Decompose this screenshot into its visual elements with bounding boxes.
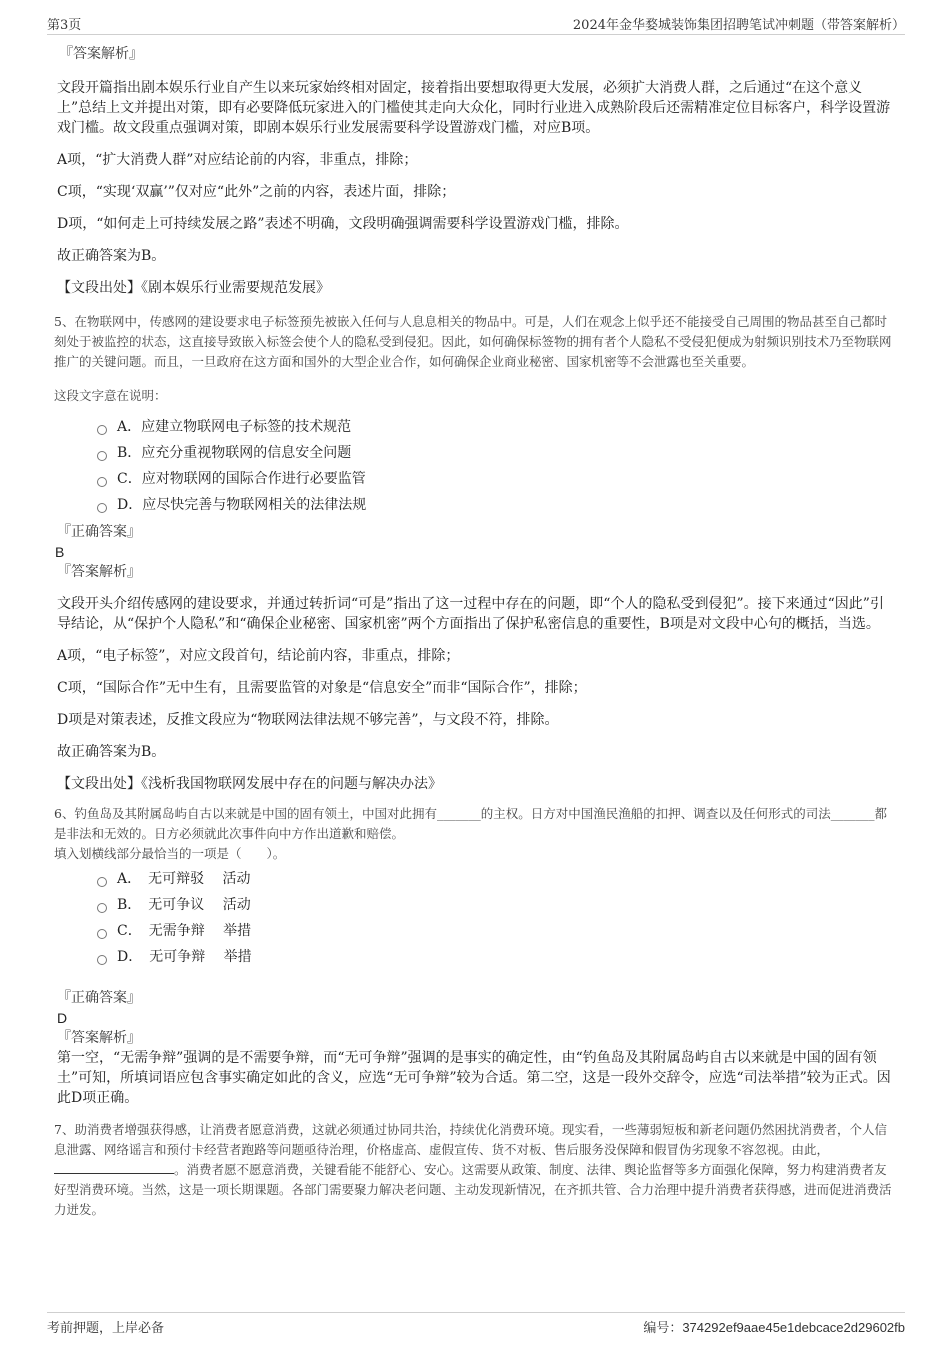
footer-slogan: 考前押题，上岸必备	[47, 1321, 165, 1336]
q6-prompt: 填入划横线部分最恰当的一项是（ ）。	[54, 846, 286, 861]
q4-analysis-c: C项，“实现‘双赢’”仅对应“此外”之前的内容，表述片面，排除；	[57, 184, 456, 200]
q6-correct-label: 『正确答案』	[57, 990, 141, 1006]
radio-icon[interactable]	[97, 451, 107, 461]
q4-analysis-d: D项，“如何走上可持续发展之路”表述不明确，文段明确强调需要科学设置游戏门槛，排除。	[57, 216, 629, 232]
radio-icon[interactable]	[97, 877, 107, 887]
radio-icon[interactable]	[97, 477, 107, 487]
q5-correct-label: 『正确答案』	[57, 524, 141, 540]
q4-source	[57, 278, 897, 298]
q4-conclusion: 故正确答案为B。	[57, 248, 166, 264]
q6-stem: 6、钓鱼岛及其附属岛屿自古以来就是中国的固有领土，中国对此拥有_______的主权。日方对中国渔民渔船的扣押、调查以及任何形式的司法_______都是非法和无效的。日方必须就此次事件向中方作出道歉和赔偿。	[54, 806, 887, 841]
page-header	[47, 12, 905, 35]
radio-icon[interactable]	[97, 955, 107, 965]
radio-icon[interactable]	[97, 903, 107, 913]
q6-option-a[interactable]	[97, 866, 897, 892]
option-label: D． 无可争辩 举措	[117, 949, 252, 965]
q5-prompt: 这段文字意在说明：	[54, 388, 167, 403]
q6-analysis-label: 『答案解析』	[57, 1030, 141, 1046]
q6-option-b[interactable]	[97, 892, 897, 918]
q5-options	[97, 414, 897, 518]
q6-options	[97, 866, 897, 970]
q7-blank[interactable]	[54, 1160, 174, 1174]
q5-option-c[interactable]	[97, 466, 897, 492]
radio-icon[interactable]	[97, 425, 107, 435]
q5-conclusion: 故正确答案为B。	[57, 744, 166, 760]
q4-source-title: 《剧本娱乐行业需要规范发展》	[141, 280, 330, 296]
q7-stem-before: 7、助消费者增强获得感，让消费者愿意消费，这就必须通过协同共治，持续优化消费环境。现实看，一些薄弱短板和新老问题仍然困扰消费者，个人信息泄露、网络谣言和预付卡经营者跑路等问题亟待治理，价格虚高、虚假宣传、货不对板、售后服务没保障和假冒伪劣现象不容忽视。由此，	[54, 1122, 887, 1157]
page-footer	[47, 1312, 905, 1335]
q6-analysis: 第一空，“无需争辩”强调的是不需要争辩，而“无可争辩”强调的是事实的确定性，由“钓鱼岛及其附属岛屿自古以来就是中国的固有领土”可知，所填词语应包含事实确定如此的含义，应选“无可争辩”较为合适。第二空，这是一段外交辞令，应选“司法举措”较为正式。因此D项正确。	[57, 1050, 891, 1106]
radio-icon[interactable]	[97, 929, 107, 939]
q5-analysis-main: 文段开头介绍传感网的建设要求，并通过转折词“可是”指出了这一过程中存在的问题，即“个人的隐私受到侵犯”。接下来通过“因此”引导结论，从“保护个人隐私”和“确保企业秘密、国家机密”两个方面指出了保护私密信息的重要性，B项是对文段中心句的概括，当选。	[57, 596, 884, 632]
q6-answer: D	[57, 1010, 68, 1026]
option-label: B． 无可争议 活动	[117, 897, 251, 913]
q5-analysis-a: A项，“电子标签”，对应文段首句，结论前内容，非重点，排除；	[57, 648, 460, 664]
q5-analysis-d: D项是对策表述，反推文段应为“物联网法律法规不够完善”，与文段不符，排除。	[57, 712, 559, 728]
q4-analysis-main: 文段开篇指出剧本娱乐行业自产生以来玩家始终相对固定，接着指出要想取得更大发展，必须扩大消费人群，之后通过“在这个意义上”总结上文并提出对策，即有必要降低玩家进入的门槛使其走向大众化，同时行业进入成熟阶段后还需精准定位目标客户，科学设置游戏门槛。故文段重点强调对策，即剧本娱乐行业发展需要科学设置游戏门槛，对应B项。	[57, 80, 891, 136]
q7-stem	[54, 1120, 897, 1220]
page-number: 第3页	[47, 18, 82, 33]
q5-answer: B	[55, 544, 65, 560]
q5-option-d[interactable]	[97, 492, 897, 518]
option-label: C．应对物联网的国际合作进行必要监管	[117, 471, 366, 487]
q5-source-title: 《浅析我国物联网发展中存在的问题与解决办法》	[141, 776, 442, 792]
q6-option-d[interactable]	[97, 944, 897, 970]
document-id: 编号：374292ef9aae45e1debcace2d29602fb	[643, 1320, 905, 1335]
document-title: 2024年金华婺城装饰集团招聘笔试冲刺题（带答案解析）	[572, 18, 905, 33]
q4-analysis-a: A项，“扩大消费人群”对应结论前的内容，非重点，排除；	[57, 152, 418, 168]
q5-source	[57, 774, 897, 794]
option-label: D．应尽快完善与物联网相关的法律法规	[117, 497, 367, 513]
option-label: A． 无可辩驳 活动	[117, 871, 251, 887]
source-label: 【文段出处】	[57, 280, 141, 296]
q5-option-b[interactable]	[97, 440, 897, 466]
q5-analysis-c: C项，“国际合作”无中生有，且需要监管的对象是“信息安全”而非“国际合作”，排除；	[57, 680, 587, 696]
option-label: C． 无需争辩 举措	[117, 923, 252, 939]
option-label: B．应充分重视物联网的信息安全问题	[117, 445, 352, 461]
q6-option-c[interactable]	[97, 918, 897, 944]
q4-analysis-label: 『答案解析』	[59, 46, 143, 62]
radio-icon[interactable]	[97, 503, 107, 513]
q5-option-a[interactable]	[97, 414, 897, 440]
q5-stem: 5、在物联网中，传感网的建设要求电子标签预先被嵌入任何与人息息相关的物品中。可是，人们在观念上似乎还不能接受自己周围的物品甚至自己都时刻处于被监控的状态，这直接导致嵌入标签会使个人的隐私受到侵犯。因此，如何确保标签物的拥有者个人隐私不受侵犯便成为射频识别技术乃至物联网推广的关键问题。而且，一旦政府在这方面和国外的大型企业合作，如何确保企业商业秘密、国家机密等不会泄露也至关重要。	[54, 314, 892, 369]
option-label: A．应建立物联网电子标签的技术规范	[117, 419, 352, 435]
source-label: 【文段出处】	[57, 776, 141, 792]
q5-analysis-label: 『答案解析』	[57, 564, 141, 580]
q7-stem-after: 。消费者愿不愿意消费，关键看能不能舒心、安心。这需要从政策、制度、法律、舆论监督等多方面强化保障，努力构建消费者友好型消费环境。当然，这是一项长期课题。各部门需要聚力解决老问题、主动发现新情况，在齐抓共管、合力治理中提升消费者获得感，进而促进消费活力迸发。	[54, 1162, 892, 1217]
page-content	[54, 44, 897, 1220]
